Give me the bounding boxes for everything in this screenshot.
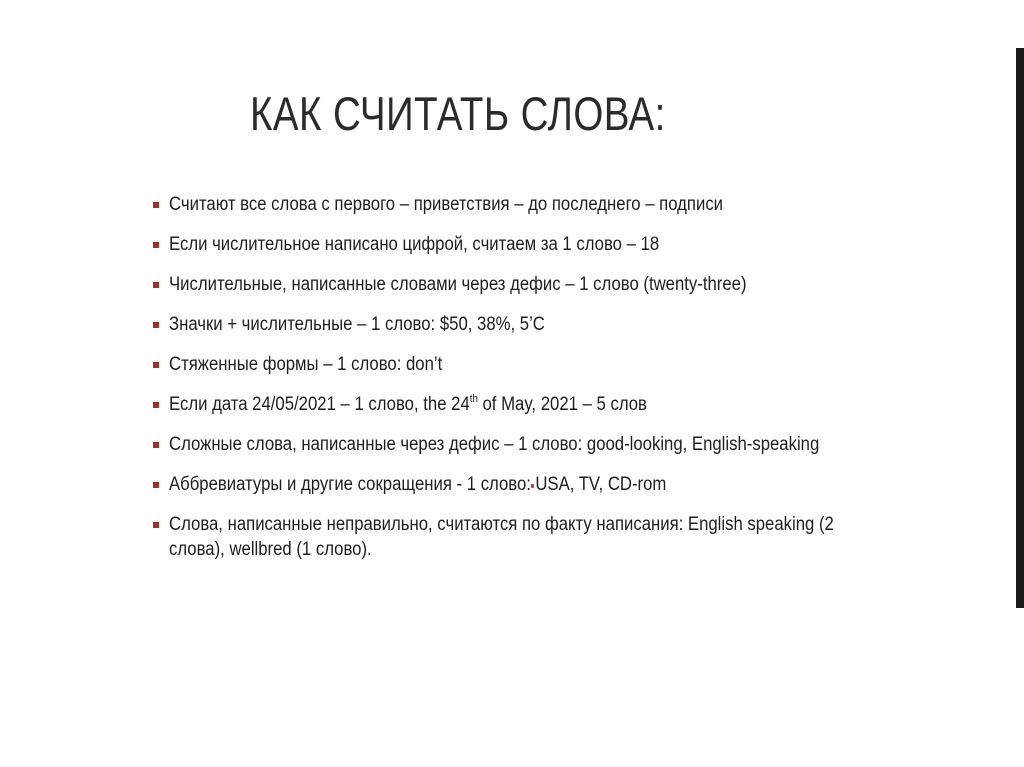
- list-item: [153, 352, 913, 377]
- list-item-text: Слова, написанные неправильно, считаются по факту написания: English speaking (2 слова), wellbred (1 слово).: [169, 514, 834, 560]
- list-item: [153, 232, 913, 257]
- bullet-icon: [153, 282, 159, 288]
- list-item-text: Числительные, написанные словами через дефис – 1 слово (twenty-three): [169, 274, 747, 295]
- date-text-end: of May, 2021 – 5 слов: [477, 394, 647, 415]
- bullet-icon: [153, 242, 159, 248]
- window-edge: [1016, 48, 1024, 608]
- bullet-icon: [153, 402, 159, 408]
- ordinal-suffix: th: [469, 393, 478, 405]
- abbrev-text-start: Аббревиатуры и другие сокращения - 1 слово:: [169, 474, 531, 495]
- red-dot-icon: [531, 484, 535, 488]
- list-item-text: Значки + числительные – 1 слово: $50, 38%, 5’C: [169, 314, 545, 335]
- list-item-text: Считают все слова с первого – приветствия – до последнего – подписи: [169, 194, 724, 215]
- slide-title: КАК СЧИТАТЬ СЛОВА:: [250, 87, 666, 140]
- list-item: [153, 192, 913, 217]
- bullet-icon: [153, 522, 159, 528]
- bullet-list: [153, 192, 913, 577]
- list-item: [153, 272, 913, 297]
- list-item-text: Сложные слова, написанные через дефис – 1 слово: good-looking, English-speaking: [169, 434, 820, 455]
- list-item: [153, 392, 913, 417]
- list-item-text: [169, 392, 855, 417]
- list-item-text: [169, 472, 855, 497]
- list-item-text: Если числительное написано цифрой, считаем за 1 слово – 18: [169, 234, 660, 255]
- bullet-icon: [153, 322, 159, 328]
- list-item-text: Стяженные формы – 1 слово: don’t: [169, 354, 443, 375]
- list-item: [153, 472, 913, 497]
- bullet-icon: [153, 482, 159, 488]
- bullet-icon: [153, 202, 159, 208]
- list-item: [153, 312, 913, 337]
- abbrev-examples: USA, TV, CD-rom: [535, 474, 667, 495]
- list-item: [153, 432, 913, 457]
- bullet-icon: [153, 442, 159, 448]
- list-item: [153, 512, 913, 562]
- bullet-icon: [153, 362, 159, 368]
- date-text-start: Если дата 24/05/2021 – 1 слово, the 24: [169, 394, 470, 415]
